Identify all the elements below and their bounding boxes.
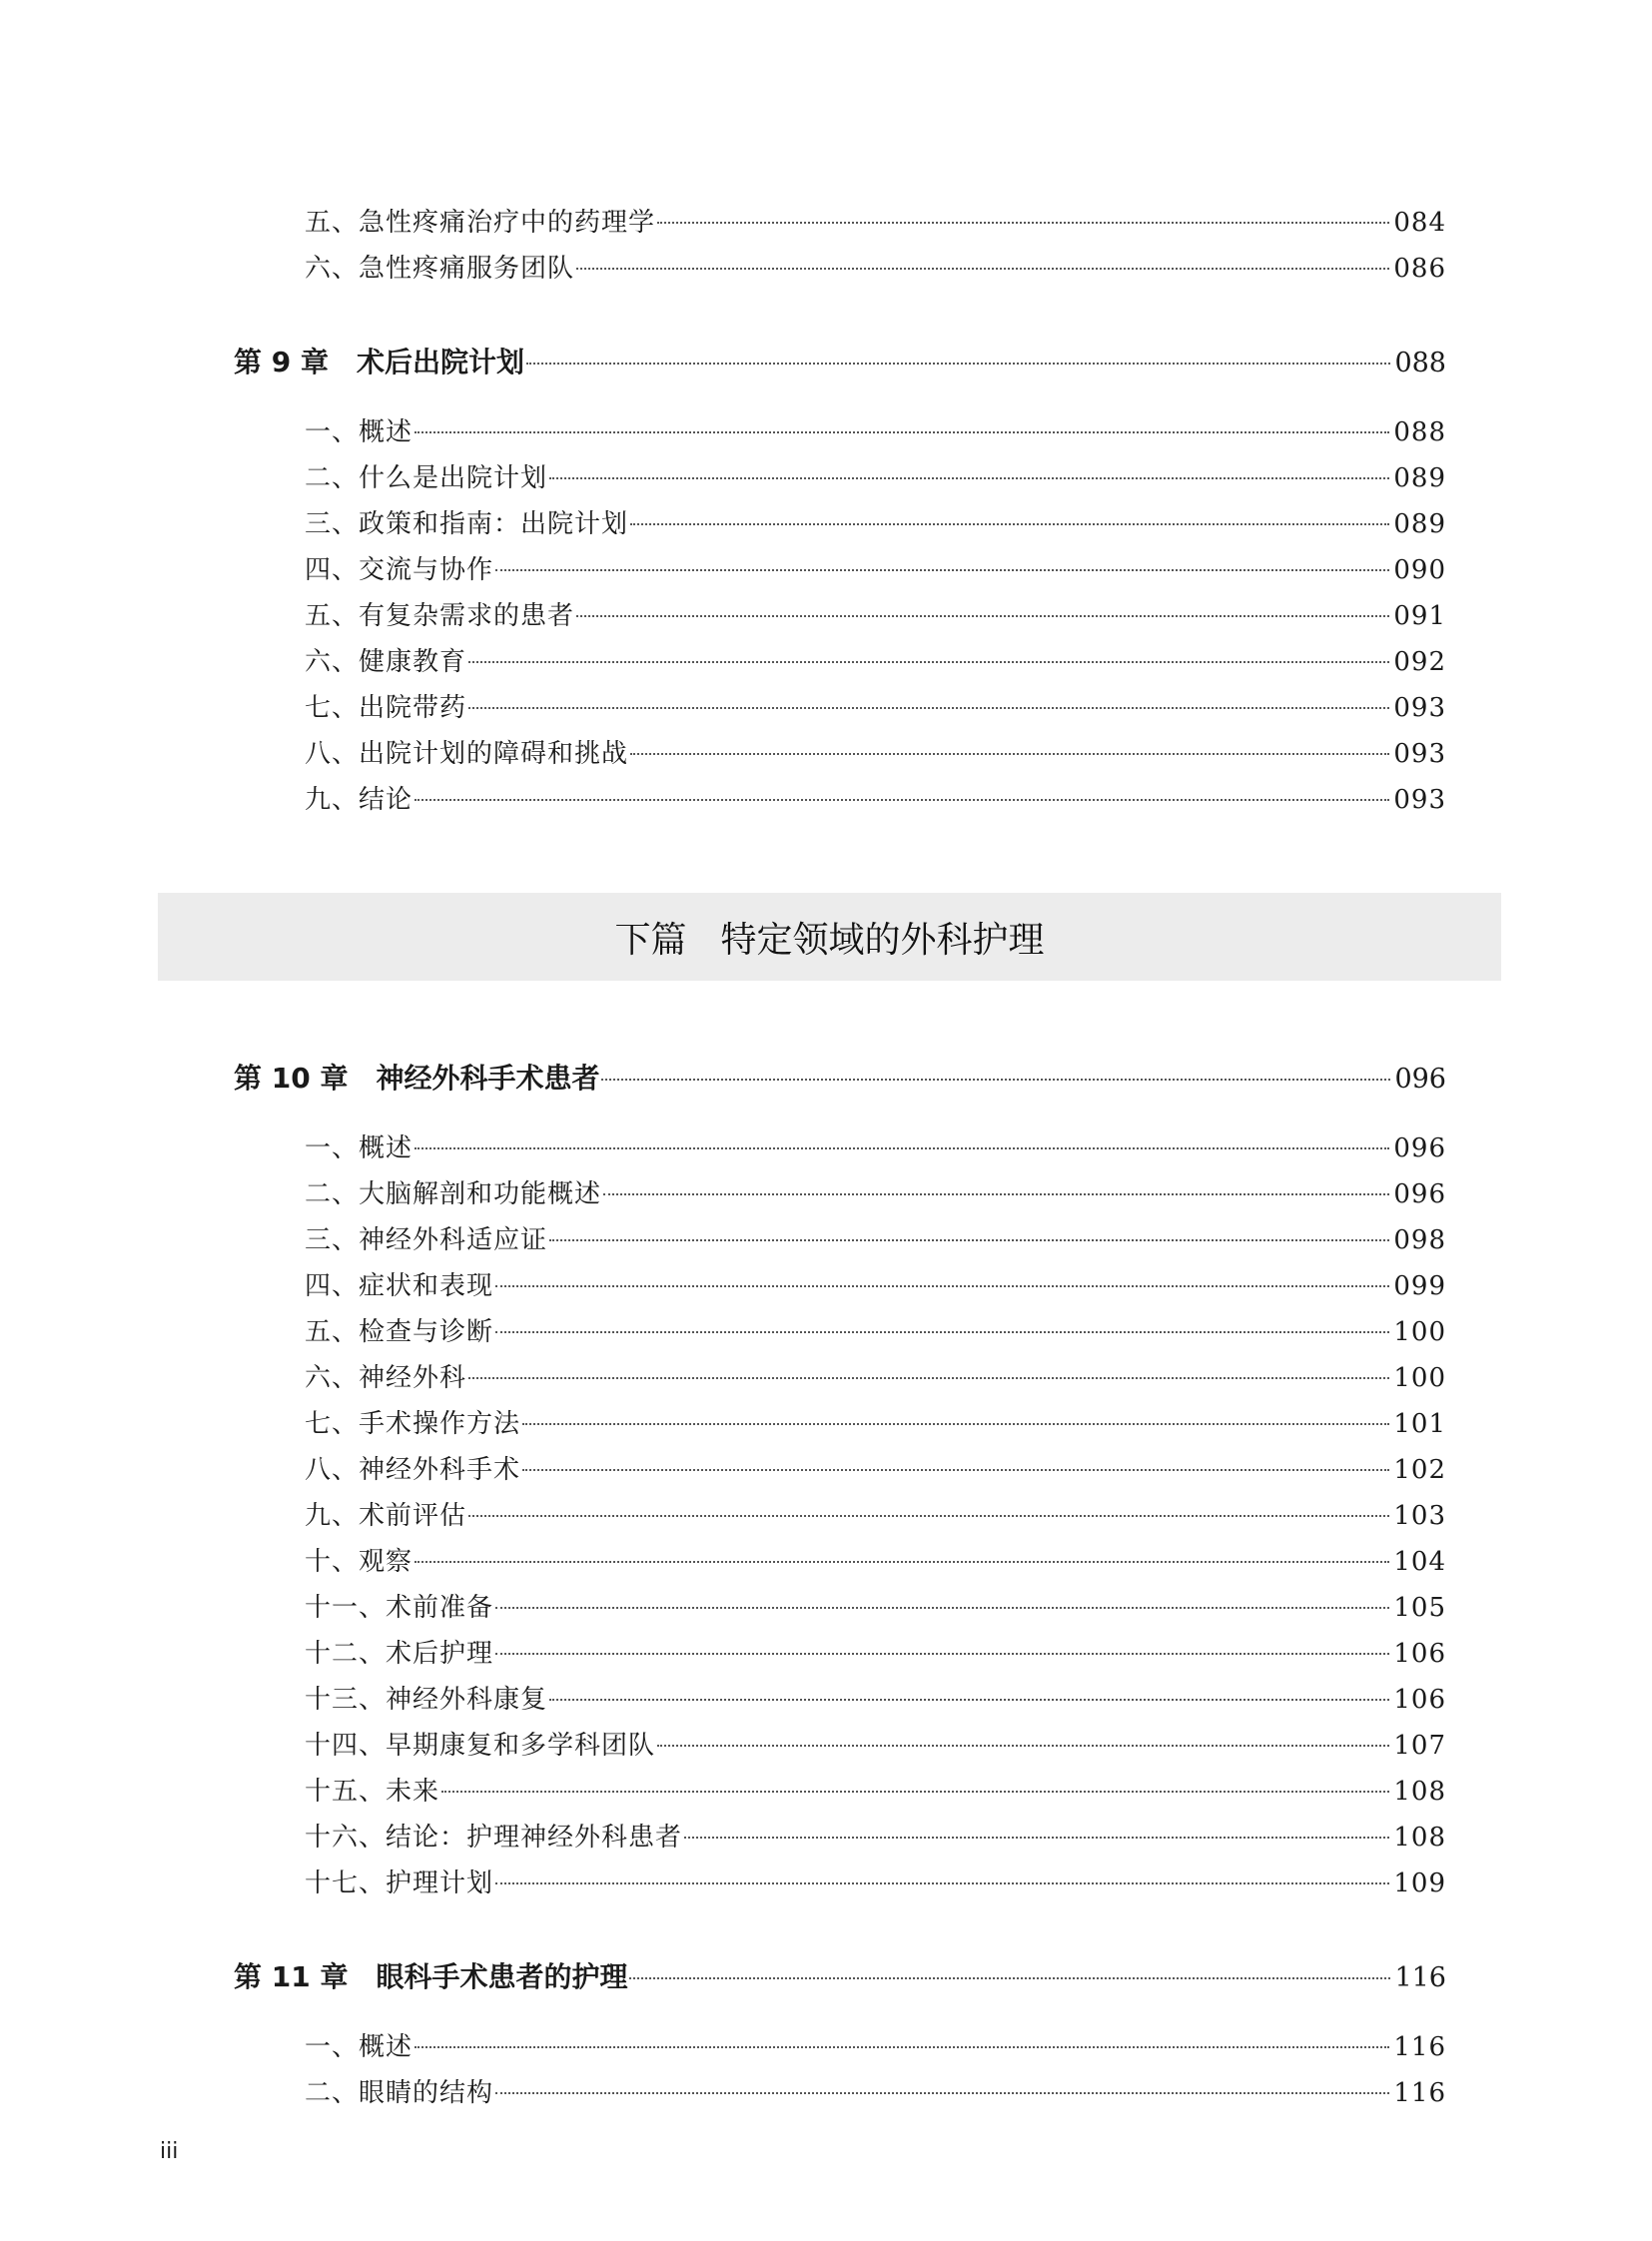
toc-entry-label: 十一、术前准备 — [305, 1593, 494, 1623]
part-label: 下篇 — [614, 919, 687, 961]
toc-entry-page: 096 — [1394, 1064, 1446, 1095]
toc-entry-label: 十六、结论：护理神经外科患者 — [305, 1823, 683, 1853]
toc-entry-label: 五、有复杂需求的患者 — [305, 601, 575, 631]
toc-entry — [305, 202, 1446, 239]
toc-entry-page: 101 — [1393, 1409, 1446, 1439]
toc-entry — [305, 1725, 1446, 1762]
toc-entry — [305, 411, 1446, 448]
dot-leader — [495, 569, 1389, 571]
toc-entry-label: 七、出院带药 — [305, 693, 467, 723]
chapter-number: 第 10 章 — [234, 1062, 349, 1095]
dot-leader — [468, 707, 1389, 709]
toc-entry — [305, 1449, 1446, 1486]
toc-entry-page: 086 — [1393, 254, 1446, 284]
toc-entry — [305, 1311, 1446, 1348]
toc-entry-label: 五、急性疼痛治疗中的药理学 — [305, 208, 656, 238]
dot-leader — [630, 523, 1389, 525]
dot-leader — [495, 2092, 1389, 2094]
dot-leader — [495, 1285, 1389, 1287]
toc-chapter-entry — [234, 1057, 1446, 1097]
toc-entry — [305, 1863, 1446, 1899]
toc-entry-label: 七、手术操作方法 — [305, 1409, 521, 1439]
toc-entry — [305, 1357, 1446, 1394]
toc-entry-page: 091 — [1393, 601, 1446, 631]
toc-entry-page: 088 — [1393, 417, 1446, 447]
toc-entry-page: 105 — [1393, 1593, 1446, 1623]
toc-entry-label: 五、检查与诊断 — [305, 1317, 494, 1347]
toc-entry-page: 102 — [1393, 1455, 1446, 1485]
dot-leader — [414, 2046, 1389, 2048]
toc-entry — [305, 2072, 1446, 2109]
toc-entry-label: 四、症状和表现 — [305, 1271, 494, 1301]
toc-entry-page: 090 — [1393, 555, 1446, 585]
toc-entry-page: 092 — [1393, 647, 1446, 677]
dot-leader — [414, 799, 1389, 801]
dot-leader — [468, 1515, 1389, 1517]
dot-leader — [576, 615, 1389, 617]
toc-entry-page: 098 — [1393, 1225, 1446, 1255]
toc-entry-page: 099 — [1393, 1271, 1446, 1301]
toc-entry — [305, 1771, 1446, 1808]
toc-entry — [305, 457, 1446, 494]
dot-leader — [630, 753, 1389, 755]
toc-entry-label: 一、概述 — [305, 417, 413, 447]
dot-leader — [495, 1331, 1389, 1333]
toc-entry-label: 四、交流与协作 — [305, 555, 494, 585]
toc-entry-label: 二、什么是出院计划 — [305, 463, 548, 493]
dot-leader — [526, 363, 1390, 365]
dot-leader — [495, 1607, 1389, 1609]
dot-leader — [684, 1837, 1389, 1839]
dot-leader — [495, 1882, 1389, 1884]
toc-entry-page: 108 — [1393, 1823, 1446, 1853]
dot-leader — [468, 661, 1389, 663]
toc-entry — [305, 1633, 1446, 1670]
toc-entry — [305, 1173, 1446, 1210]
toc-entry-label: 一、概述 — [305, 2032, 413, 2062]
dot-leader — [549, 1239, 1389, 1241]
dot-leader — [657, 222, 1389, 224]
toc-entry-page: 088 — [1394, 348, 1446, 378]
dot-leader — [549, 1699, 1389, 1701]
toc-entry-label: 三、神经外科适应证 — [305, 1225, 548, 1255]
toc-entry-page: 107 — [1393, 1731, 1446, 1761]
toc-chapter-entry — [234, 341, 1446, 380]
toc-entry-page: 116 — [1393, 2032, 1446, 2062]
toc-entry — [305, 1219, 1446, 1256]
toc-entry-label: 八、神经外科手术 — [305, 1455, 521, 1485]
toc-entry-page: 096 — [1393, 1133, 1446, 1163]
toc-entry-label: 十、观察 — [305, 1547, 413, 1577]
toc-entry — [305, 1127, 1446, 1164]
toc-entry — [305, 641, 1446, 678]
toc-entry — [305, 549, 1446, 586]
toc-entry-label: 三、政策和指南：出院计划 — [305, 509, 629, 539]
toc-entry-page: 100 — [1393, 1363, 1446, 1393]
toc-entry — [305, 2026, 1446, 2063]
toc-entry-page: 103 — [1393, 1501, 1446, 1531]
dot-leader — [629, 1977, 1390, 1979]
chapter-title: 眼科手术患者的护理 — [376, 1960, 628, 1993]
toc-entry — [305, 1587, 1446, 1624]
dot-leader — [657, 1745, 1389, 1747]
dot-leader — [549, 477, 1389, 479]
toc-entry-page: 106 — [1393, 1685, 1446, 1715]
toc-entry-page: 108 — [1393, 1777, 1446, 1807]
toc-entry-page: 089 — [1393, 463, 1446, 493]
toc-entry-page: 093 — [1393, 739, 1446, 769]
toc-entry — [305, 503, 1446, 540]
chapter-number: 第 11 章 — [234, 1960, 349, 1993]
toc-entry-label: 十三、神经外科康复 — [305, 1685, 548, 1715]
toc-entry-label: 二、大脑解剖和功能概述 — [305, 1179, 602, 1209]
toc-entry-page: 093 — [1393, 785, 1446, 815]
toc-entry — [305, 687, 1446, 724]
toc-entry-label: 六、健康教育 — [305, 647, 467, 677]
toc-entry-label: 十二、术后护理 — [305, 1639, 494, 1669]
toc-entry-page: 116 — [1394, 1962, 1446, 1993]
dot-leader — [468, 1377, 1389, 1379]
toc-entry — [305, 595, 1446, 632]
toc-entry-label: 六、神经外科 — [305, 1363, 467, 1393]
toc-entry-page: 100 — [1393, 1317, 1446, 1347]
toc-entry-label: 九、术前评估 — [305, 1501, 467, 1531]
chapter-number: 第 9 章 — [234, 346, 329, 378]
toc-entry — [305, 1817, 1446, 1854]
dot-leader — [495, 1653, 1389, 1655]
toc-entry-label: 九、结论 — [305, 785, 413, 815]
dot-leader — [576, 268, 1389, 270]
toc-entry — [305, 1541, 1446, 1578]
toc-entry — [305, 1679, 1446, 1716]
toc-entry-label: 一、概述 — [305, 1133, 413, 1163]
toc-entry-page: 084 — [1393, 208, 1446, 238]
toc-entry-label: 二、眼睛的结构 — [305, 2078, 494, 2108]
chapter-title: 神经外科手术患者 — [376, 1062, 600, 1095]
toc-entry-label: 十七、护理计划 — [305, 1868, 494, 1898]
part-title: 特定领域的外科护理 — [720, 919, 1045, 961]
toc-entry-label: 十五、未来 — [305, 1777, 440, 1807]
dot-leader — [603, 1193, 1389, 1195]
toc-entry-page: 093 — [1393, 693, 1446, 723]
dot-leader — [414, 1561, 1389, 1563]
toc-entry — [305, 1403, 1446, 1440]
chapter-title: 术后出院计划 — [356, 346, 524, 378]
toc-entry — [305, 733, 1446, 770]
toc-entry-page: 089 — [1393, 509, 1446, 539]
toc-entry-page: 116 — [1393, 2078, 1446, 2108]
part-banner — [158, 893, 1501, 981]
toc-entry — [305, 248, 1446, 285]
toc-entry-page: 106 — [1393, 1639, 1446, 1669]
dot-leader — [441, 1791, 1389, 1793]
toc-chapter-entry — [234, 1955, 1446, 1995]
toc-entry — [305, 779, 1446, 816]
dot-leader — [522, 1469, 1389, 1471]
toc-entry-label: 十四、早期康复和多学科团队 — [305, 1731, 656, 1761]
toc-entry-label: 八、出院计划的障碍和挑战 — [305, 739, 629, 769]
dot-leader — [414, 1147, 1389, 1149]
dot-leader — [414, 431, 1389, 433]
toc-entry-page: 096 — [1393, 1179, 1446, 1209]
dot-leader — [522, 1423, 1389, 1425]
toc-entry — [305, 1265, 1446, 1302]
toc-entry — [305, 1495, 1446, 1532]
toc-entry-page: 104 — [1393, 1547, 1446, 1577]
dot-leader — [601, 1079, 1390, 1081]
toc-entry-label: 六、急性疼痛服务团队 — [305, 254, 575, 284]
page-number: iii — [160, 2139, 179, 2164]
toc-entry-page: 109 — [1393, 1868, 1446, 1898]
